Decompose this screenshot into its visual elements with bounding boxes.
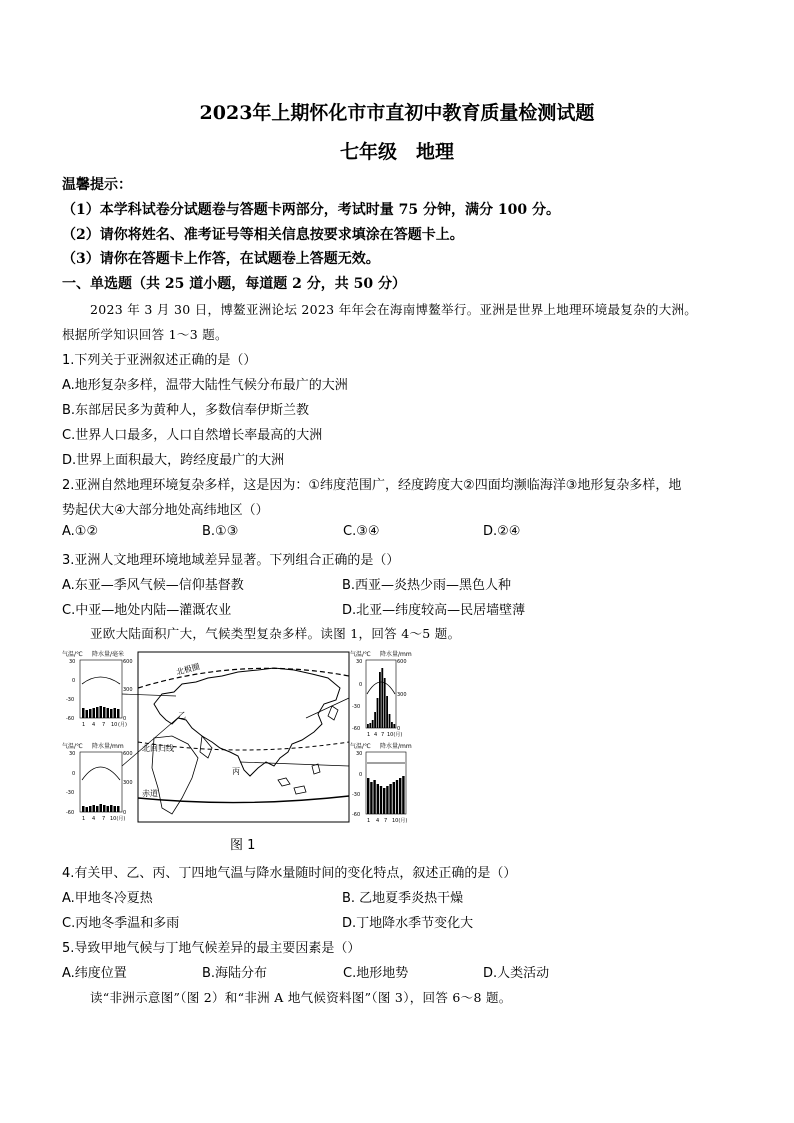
svg-text:(月): (月) xyxy=(118,722,127,728)
notice-heading: 温馨提示： xyxy=(62,177,132,193)
svg-text:降水量/毫米: 降水量/毫米 xyxy=(92,651,125,658)
section-heading: 一、单选题（共 25 道小题，每道题 2 分，共 50 分） xyxy=(62,276,406,292)
svg-text:1: 1 xyxy=(367,732,371,738)
question-4-stem: 4.有关甲、乙、丙、丁四地气温与降水量随时间的变化特点，叙述正确的是（） xyxy=(62,866,517,881)
svg-text:300: 300 xyxy=(397,692,407,698)
tropic-label: 北回归线 xyxy=(142,744,174,753)
svg-text:30: 30 xyxy=(356,751,363,757)
svg-text:0: 0 xyxy=(123,810,127,816)
svg-text:300: 300 xyxy=(123,780,133,786)
question-2-stem-line2: 势起伏大④大部分地处高纬地区（） xyxy=(62,503,269,518)
question-3-stem: 3.亚洲人文地理环境地域差异显著。下列组合正确的是（） xyxy=(62,553,400,568)
equator-label: 赤道 xyxy=(142,789,158,798)
question-5-option-d: D.人类活动 xyxy=(483,966,550,981)
climate-chart-right-top xyxy=(350,650,412,738)
svg-text:降水量/mm: 降水量/mm xyxy=(92,743,124,750)
map-label-yi: 乙 xyxy=(178,711,186,720)
intro-passage-3: 读“非洲示意图”（图 2）和“非洲 A 地气候资料图”（图 3），回答 6～8 题。 xyxy=(90,990,512,1005)
question-4-option-c: C.丙地冬季温和多雨 xyxy=(62,916,180,931)
question-1-option-a: A.地形复杂多样，温带大陆性气候分布最广的大洲 xyxy=(62,378,348,393)
question-1-option-b: B.东部居民多为黄种人，多数信奉伊斯兰教 xyxy=(62,403,310,418)
question-2-option-b: B.①③ xyxy=(202,524,239,539)
intro-passage-line2: 根据所学知识回答 1～3 题。 xyxy=(62,327,228,342)
svg-text:600: 600 xyxy=(123,659,133,665)
question-2-option-c: C.③④ xyxy=(343,524,380,539)
question-2-option-d: D.②④ xyxy=(483,524,521,539)
figure-1-caption: 图 1 xyxy=(230,838,256,853)
svg-text:降水量/mm: 降水量/mm xyxy=(380,743,412,750)
question-3-option-b: B.西亚—炎热少雨—黑色人种 xyxy=(342,578,512,593)
exam-title: 2023年上期怀化市市直初中教育质量检测试题 xyxy=(199,102,595,124)
question-5-option-a: A.纬度位置 xyxy=(62,966,127,981)
svg-text:30: 30 xyxy=(69,751,76,757)
svg-text:气温/℃: 气温/℃ xyxy=(350,651,371,658)
intro-passage-line1: 2023 年 3 月 30 日，博鳌亚洲论坛 2023 年年会在海南博鳌举行。亚洲是世界上地理环境最复杂的大洲。 xyxy=(90,302,698,317)
question-1-stem: 1.下列关于亚洲叙述正确的是（） xyxy=(62,353,257,368)
question-5-option-c: C.地形地势 xyxy=(343,966,409,981)
question-4-option-d: D.丁地降水季节变化大 xyxy=(342,916,474,931)
svg-text:气温/℃: 气温/℃ xyxy=(62,743,83,750)
svg-text:10(月): 10(月) xyxy=(387,732,403,738)
svg-text:600: 600 xyxy=(397,659,407,665)
question-1-option-d: D.世界上面积最大，跨经度最广的大洲 xyxy=(62,453,285,468)
question-5-option-b: B.海陆分布 xyxy=(202,966,268,981)
svg-text:7: 7 xyxy=(102,722,106,728)
question-2-stem-line1: 2.亚洲自然地理环境复杂多样，这是因为：①纬度范围广，经度跨度大②四面均濒临海洋③地形复杂多样，地 xyxy=(62,478,682,493)
question-5-stem: 5.导致甲地气候与丁地气候差异的最主要因素是（） xyxy=(62,941,361,956)
svg-text:-30: -30 xyxy=(352,792,361,798)
svg-text:4: 4 xyxy=(92,722,96,728)
svg-text:10(月): 10(月) xyxy=(110,816,126,822)
arctic-circle-label: 北极圈 xyxy=(175,662,201,677)
svg-text:气温/℃: 气温/℃ xyxy=(62,651,83,658)
svg-text:-60: -60 xyxy=(66,810,75,816)
svg-text:-60: -60 xyxy=(66,716,75,722)
svg-text:0: 0 xyxy=(359,772,363,778)
map-label-bing: 丙 xyxy=(232,767,240,776)
svg-text:-30: -30 xyxy=(66,790,75,796)
svg-text:300: 300 xyxy=(123,687,133,693)
svg-text:4: 4 xyxy=(374,732,378,738)
svg-text:1: 1 xyxy=(367,818,371,823)
svg-text:30: 30 xyxy=(69,659,76,665)
svg-text:0: 0 xyxy=(123,716,127,722)
question-3-option-a: A.东亚—季风气候—信仰基督教 xyxy=(62,578,244,593)
figure-1-climate-map xyxy=(62,648,414,823)
intro-passage-2: 亚欧大陆面积广大，气候类型复杂多样。读图 1，回答 4～5 题。 xyxy=(90,626,461,641)
svg-text:气温/℃: 气温/℃ xyxy=(350,743,371,750)
question-3-option-c: C.中亚—地处内陆—灌溉农业 xyxy=(62,603,232,618)
notice-item-3: （3）请你在答题卡上作答，在试题卷上答题无效。 xyxy=(62,251,380,267)
notice-item-1: （1）本学科试卷分试题卷与答题卡两部分，考试时量 75 分钟，满分 100 分。 xyxy=(62,202,560,218)
svg-text:0: 0 xyxy=(72,771,76,777)
question-4-option-b: B. 乙地夏季炎热干燥 xyxy=(342,891,464,906)
svg-text:30: 30 xyxy=(356,659,363,665)
notice-item-2: （2）请你将姓名、准考证号等相关信息按要求填涂在答题卡上。 xyxy=(62,227,464,243)
svg-text:0: 0 xyxy=(72,678,76,684)
map-frame xyxy=(138,652,349,822)
exam-subtitle: 七年级 地理 xyxy=(339,141,454,163)
climate-chart-right-bottom xyxy=(350,742,412,823)
svg-text:10(月): 10(月) xyxy=(392,818,408,823)
climate-chart-left-bottom xyxy=(62,742,133,822)
question-3-option-d: D.北亚—纬度较高—民居墙壁薄 xyxy=(342,603,526,618)
svg-text:降水量/mm: 降水量/mm xyxy=(380,651,412,658)
svg-text:-30: -30 xyxy=(352,704,361,710)
svg-text:7: 7 xyxy=(384,818,388,823)
svg-text:4: 4 xyxy=(92,816,96,822)
svg-text:7: 7 xyxy=(381,732,385,738)
svg-text:1: 1 xyxy=(82,816,86,822)
question-2-option-a: A.①② xyxy=(62,524,99,539)
question-4-option-a: A.甲地冬冷夏热 xyxy=(62,891,153,906)
svg-text:0: 0 xyxy=(397,726,401,732)
climate-chart-left-top xyxy=(62,650,133,728)
svg-text:1: 1 xyxy=(82,722,86,728)
svg-text:-60: -60 xyxy=(352,726,361,732)
svg-text:4: 4 xyxy=(376,818,380,823)
svg-text:7: 7 xyxy=(102,816,106,822)
svg-text:-60: -60 xyxy=(352,812,361,818)
svg-text:-30: -30 xyxy=(66,697,75,703)
question-1-option-c: C.世界人口最多，人口自然增长率最高的大洲 xyxy=(62,428,323,443)
svg-text:600: 600 xyxy=(123,751,133,757)
svg-text:10: 10 xyxy=(111,722,118,728)
svg-text:0: 0 xyxy=(359,682,363,688)
